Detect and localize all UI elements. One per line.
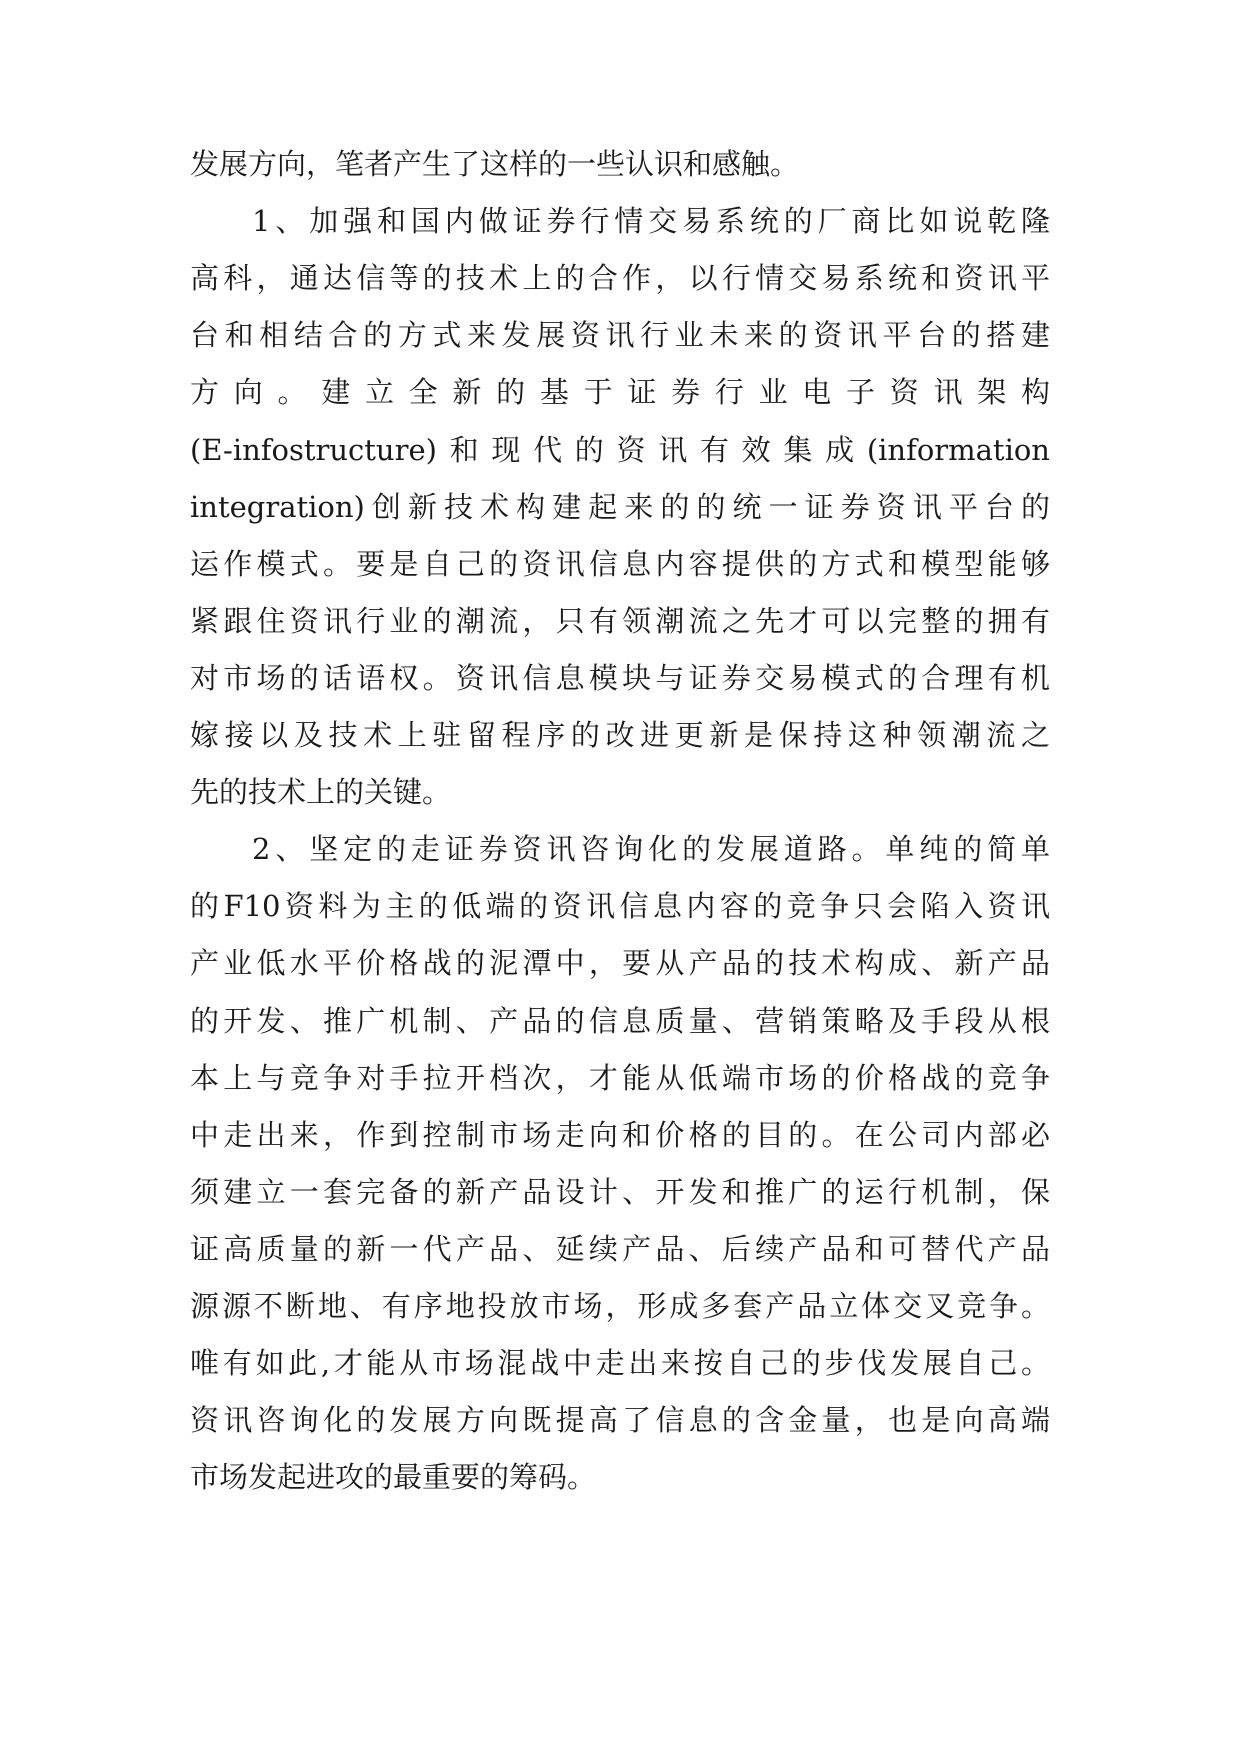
text-line: integration)创新技术构建起来的的统一证券资讯平台的 xyxy=(190,490,1050,524)
text-line: 运作模式。要是自己的资讯信息内容提供的方式和模型能够 xyxy=(190,547,1050,581)
text-line: 紧跟住资讯行业的潮流，只有领潮流之先才可以完整的拥有 xyxy=(190,604,1050,638)
text-line: 本上与竞争对手拉开档次，才能从低端市场的价格战的竞争 xyxy=(190,1061,1050,1095)
text-line: 产业低水平价格战的泥潭中，要从产品的技术构成、新产品 xyxy=(190,946,1050,980)
text-line: 中走出来，作到控制市场走向和价格的目的。在公司内部必 xyxy=(190,1118,1050,1152)
text-line: 唯有如此,才能从市场混战中走出来按自己的步伐发展自己。 xyxy=(190,1346,1050,1380)
text-line: 市场发起进攻的最重要的筹码。 xyxy=(190,1460,597,1494)
text-line: 1、加强和国内做证券行情交易系统的厂商比如说乾隆 xyxy=(252,204,1050,238)
text-line: 的F10资料为主的低端的资讯信息内容的竞争只会陷入资讯 xyxy=(190,889,1050,923)
text-line: 高科，通达信等的技术上的合作，以行情交易系统和资讯平 xyxy=(190,261,1050,295)
text-line: 台和相结合的方式来发展资讯行业未来的资讯平台的搭建 xyxy=(190,318,1050,352)
text-line: 2、坚定的走证券资讯咨询化的发展道路。单纯的简单 xyxy=(252,832,1050,866)
text-line: 的开发、推广机制、产品的信息质量、营销策略及手段从根 xyxy=(190,1004,1050,1038)
text-line: 证高质量的新一代产品、延续产品、后续产品和可替代产品 xyxy=(190,1232,1050,1266)
text-line: (E-infostructure)和现代的资讯有效集成(information xyxy=(190,433,1050,467)
text-line: 资讯咨询化的发展方向既提高了信息的含金量，也是向高端 xyxy=(190,1403,1050,1437)
text-line: 源源不断地、有序地投放市场，形成多套产品立体交叉竞争。 xyxy=(190,1289,1050,1323)
text-line: 须建立一套完备的新产品设计、开发和推广的运行机制，保 xyxy=(190,1175,1050,1209)
text-line: 发展方向，笔者产生了这样的一些认识和感触。 xyxy=(190,147,800,181)
text-line: 对市场的话语权。资讯信息模块与证券交易模式的合理有机 xyxy=(190,661,1050,695)
text-line: 嫁接以及技术上驻留程序的改进更新是保持这种领潮流之 xyxy=(190,718,1050,752)
text-line: 先的技术上的关键。 xyxy=(190,775,452,809)
text-line: 方 向 。 建 立 全 新 的 基 于 证 券 行 业 电 子 资 讯 架 构 xyxy=(190,375,1050,409)
